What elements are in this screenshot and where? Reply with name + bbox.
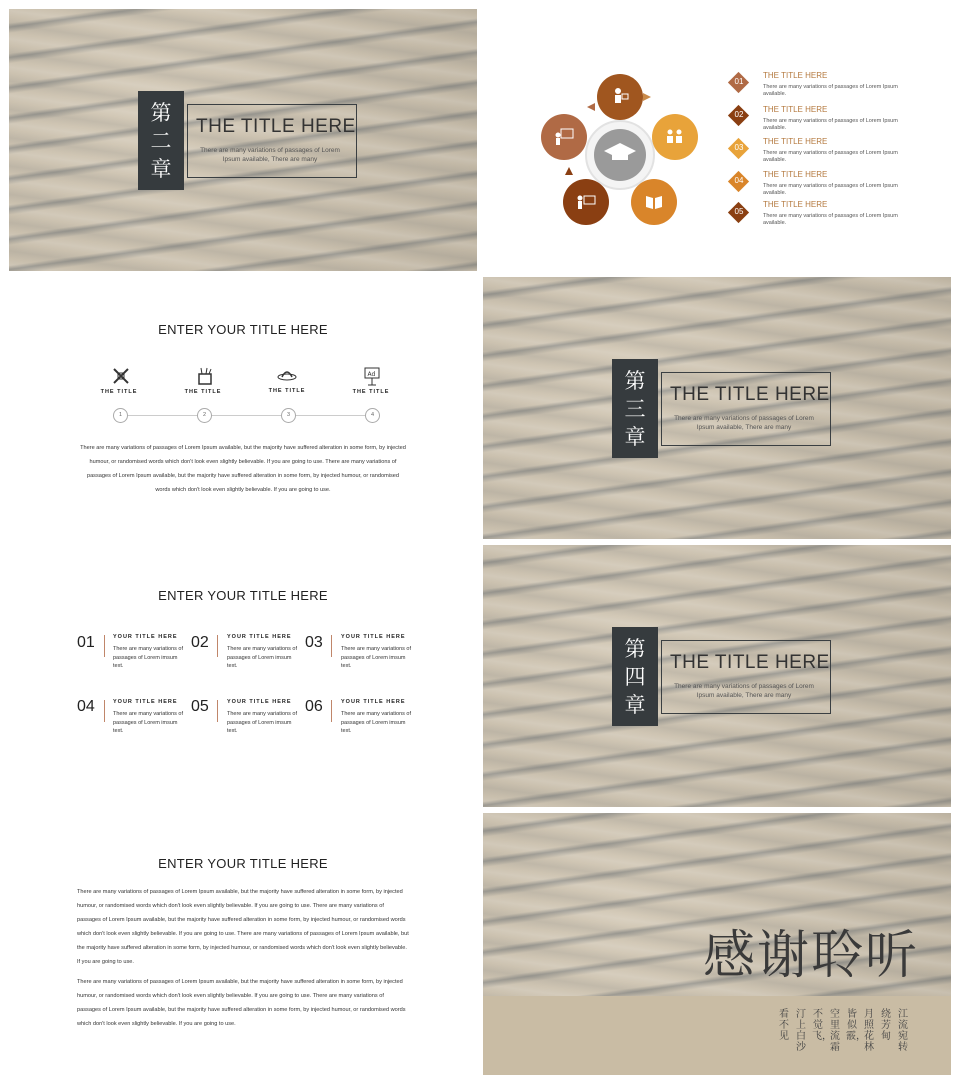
item-number: 03 [305, 634, 323, 651]
step-number: 2 [197, 408, 212, 423]
item-number: 04 [77, 698, 95, 715]
poem-column: 看不见 [779, 1009, 789, 1042]
chapter-char: 章 [150, 157, 172, 181]
lecture-icon [553, 126, 575, 148]
cycle-node-teacher [597, 74, 643, 120]
divider [331, 635, 332, 657]
poem-column: 不觉飞， [812, 1009, 832, 1042]
chapter-subtitle: There are many variations of passages of Lorem Ipsum available, There are many [674, 683, 814, 699]
chapter-slide-3[interactable] [483, 277, 951, 539]
presentation-icon [575, 191, 597, 213]
item-desc: There are many variations of passages of Lorem Ipsum available. [763, 213, 898, 226]
divider [104, 635, 105, 657]
pencil-ruler-icon [110, 365, 132, 387]
item-desc: There are many variations of passages of Lorem Ipsum available. [763, 118, 898, 131]
step-label: THE TITLE [268, 388, 306, 394]
chapter-char: 四 [624, 665, 646, 689]
step-number: 3 [281, 408, 296, 423]
steps-slide[interactable] [9, 277, 477, 539]
item-number: 02 [734, 110, 744, 119]
chapter-title: THE TITLE HERE [670, 384, 830, 405]
item-title: YOUR TITLE HERE [227, 699, 292, 705]
divider [217, 700, 218, 722]
divider [217, 635, 218, 657]
cycle-node-presentation [563, 179, 609, 225]
poem-column: 绕芳甸 [881, 1009, 891, 1042]
grid-slide[interactable] [9, 545, 477, 807]
chapter-tag [612, 627, 658, 726]
item-desc: There are many variations of passages of Lorem imsum text. [113, 711, 184, 734]
pencil-cup-icon [194, 365, 216, 387]
item-desc: There are many variations of passages of Lorem imsum text. [341, 646, 412, 669]
cycle-slide[interactable] [483, 9, 951, 271]
poem-column: 月照花林 [864, 1009, 874, 1053]
item-title: YOUR TITLE HERE [113, 634, 178, 640]
slide-title: ENTER YOUR TITLE HERE [158, 856, 328, 871]
item-number: 03 [734, 143, 744, 152]
body-text: There are many variations of passages of Lorem Ipsum available, but the majority have suffered alteration in some form, by injected humour, or randomised words which don't look even slightly believable. If you are going to use. There are many variations of passages of Lorem Ipsum available, but the majority have suffered alteration in some form, by injected humour, or randomised words which don't look even slightly believable. If you are going to use. [80, 445, 406, 493]
chapter-char: 第 [624, 369, 646, 393]
poem-column: 皆似霰， [846, 1009, 866, 1042]
chapter-char: 第 [150, 101, 172, 125]
item-number: 05 [191, 698, 209, 715]
item-desc: There are many variations of passages of Lorem imsum text. [113, 646, 184, 669]
divider [331, 700, 332, 722]
chapter-title: THE TITLE HERE [196, 116, 356, 137]
slide-title: ENTER YOUR TITLE HERE [158, 588, 328, 603]
body-paragraph: There are many variations of passages of Lorem Ipsum available, but the majority have suffered alteration in some form, by injected humour, or randomised words which don't look even slightly believable. If you are going to use. There are many variations of passages of Lorem Ipsum available, but the majority have suffered alteration in some form, by injected humour, or randomised words which don't look even slightly believable. If you are going to use. [77, 979, 406, 1027]
item-title: YOUR TITLE HERE [227, 634, 292, 640]
item-desc: There are many variations of passages of Lorem imsum text. [227, 711, 298, 734]
ad-sign-icon [361, 365, 383, 387]
chapter-slide-2[interactable] [9, 9, 477, 271]
step-label: THE TITLE [100, 389, 138, 395]
item-title: YOUR TITLE HERE [113, 699, 178, 705]
chapter-subtitle: There are many variations of passages of Lorem Ipsum available, There are many [674, 415, 814, 431]
chapter-subtitle: There are many variations of passages of Lorem Ipsum available, There are many [200, 147, 340, 163]
step-label: THE TITLE [352, 389, 390, 395]
item-number: 04 [734, 176, 744, 185]
students-icon [664, 126, 686, 148]
item-number: 02 [191, 634, 209, 651]
svg-text:Ad: Ad [367, 371, 376, 378]
chapter-tag [612, 359, 658, 458]
body-paragraph: There are many variations of passages of Lorem Ipsum available, but the majority have suffered alteration in some form, by injected humour, or randomised words which don't look even slightly believable. If you are going to use. There are many variations of passages of Lorem Ipsum available, but the majority have suffered alteration in some form, by injected humour, or randomised words which don't look even slightly believable. If you are going to use. There are many variations of passages of Lorem Ipsum available, but the majority have suffered alteration in some form, by injected humour, or randomised words which don't look even slightly believable. If you are going to use. [77, 889, 409, 965]
item-title: THE TITLE HERE [763, 200, 828, 209]
poem-column: 空里流霜 [830, 1009, 840, 1053]
item-title: THE TITLE HERE [763, 71, 828, 80]
item-title: THE TITLE HERE [763, 137, 828, 146]
chapter-char: 章 [624, 693, 646, 717]
thanks-slide[interactable] [483, 813, 951, 1075]
item-desc: There are many variations of passages of Lorem Ipsum available. [763, 150, 898, 163]
chapter-char: 二 [150, 129, 172, 153]
step-number: 1 [113, 408, 128, 423]
chapter-slide-4[interactable] [483, 545, 951, 807]
cycle-node-book [631, 179, 677, 225]
chapter-char: 章 [624, 425, 646, 449]
divider [104, 700, 105, 722]
item-desc: There are many variations of passages of Lorem Ipsum available. [763, 183, 898, 196]
text-slide[interactable] [9, 813, 477, 1075]
thanks-title: 感谢聆听 [703, 926, 920, 986]
poem-column: 汀上白沙 [796, 1009, 806, 1053]
book-icon [643, 191, 665, 213]
item-number: 05 [734, 207, 744, 216]
step-connector [126, 415, 372, 416]
chapter-char: 第 [624, 637, 646, 661]
item-title: THE TITLE HERE [763, 105, 828, 114]
cycle-node-students [652, 114, 698, 160]
cycle-node-lecture [541, 114, 587, 160]
chapter-char: 三 [624, 397, 646, 421]
item-number: 01 [734, 77, 744, 86]
hat-icon [276, 363, 298, 385]
item-title: YOUR TITLE HERE [341, 634, 406, 640]
item-desc: There are many variations of passages of Lorem imsum text. [227, 646, 298, 669]
item-desc: There are many variations of passages of Lorem Ipsum available. [763, 84, 898, 97]
step-label: THE TITLE [184, 389, 222, 395]
item-title: YOUR TITLE HERE [341, 699, 406, 705]
chapter-tag [138, 91, 184, 190]
item-title: THE TITLE HERE [763, 170, 828, 179]
item-number: 01 [77, 634, 95, 651]
step-number: 4 [365, 408, 380, 423]
item-desc: There are many variations of passages of Lorem imsum text. [341, 711, 412, 734]
chapter-title: THE TITLE HERE [670, 652, 830, 673]
slide-title: ENTER YOUR TITLE HERE [158, 322, 328, 337]
item-number: 06 [305, 698, 323, 715]
poem-column: 江流宛转 [898, 1009, 908, 1053]
teacher-icon [609, 86, 631, 108]
graduation-cap-icon [609, 145, 610, 146]
